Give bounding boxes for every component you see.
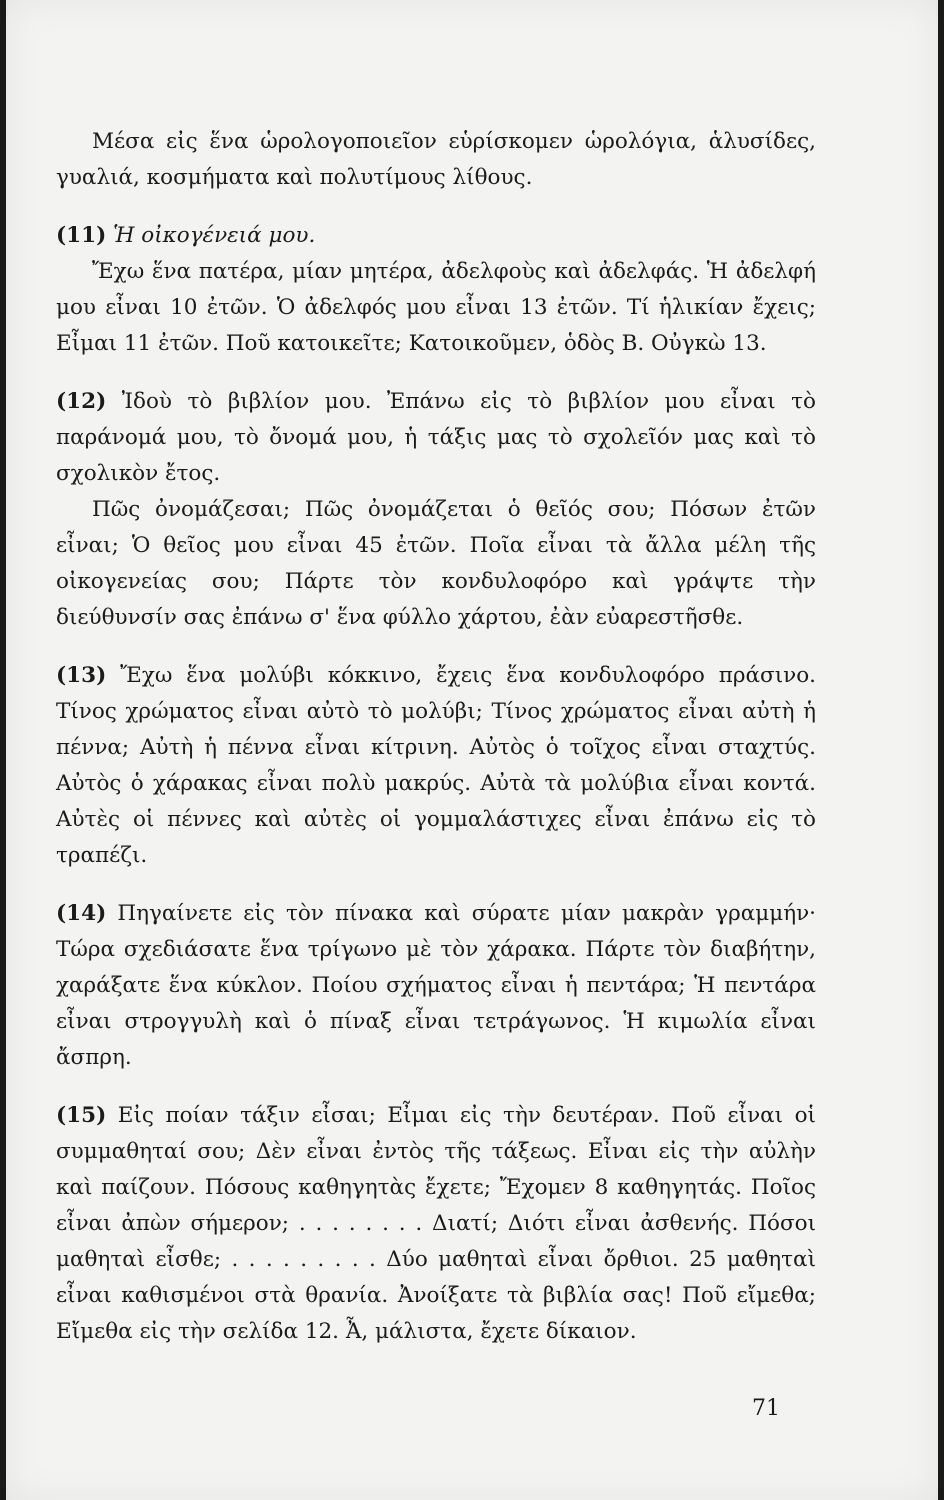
- section-15-lead: [56, 1098, 816, 1350]
- section-number: (14): [56, 901, 107, 926]
- section-number: (13): [56, 663, 107, 688]
- section-12-paragraph: Πῶς ὀνομάζεσαι; Πῶς ὀνομάζεται ὁ θεῖός σου; Πόσων ἐτῶν εἶναι; Ὁ θεῖος μου εἶναι 45 ἐτῶν. Ποῖα εἶναι τὰ ἄλλα μέλη τῆς οἰκογενείας σου; Πάρτε τὸν κονδυλοφόρο καὶ γράψτε τὴν διεύθυνσίν σας ἐπάνω σ' ἕνα φύλλο χάρτου, ἐὰν εὐαρεστῆσθε.: [56, 497, 816, 630]
- section-number: (15): [56, 1103, 107, 1128]
- section-lead-text: Ἔχω ἕνα μολύβι κόκκινο, ἔχεις ἕνα κονδυλοφόρο πράσινο. Τίνος χρώματος εἶναι αὐτὸ τὸ μολύβι; Τίνος χρώματος εἶναι αὐτὴ ἡ πέννα; Αὐτὴ ἡ πέννα εἶναι κίτρινη. Αὐτὸς ὁ τοῖχος εἶναι σταχτύς. Αὐτὸς ὁ χάρακας εἶναι πολὺ μακρύς. Αὐτὰ τὰ μολύβια εἶναι κοντά. Αὐτὲς οἱ πέννες καὶ αὐτὲς οἱ γομμαλάστιχες εἶναι ἐπάνω εἰς τὸ τραπέζι.: [56, 663, 816, 868]
- page-number: 71: [752, 1396, 780, 1421]
- section-15: [56, 1098, 816, 1350]
- section-11-paragraph: Ἔχω ἕνα πατέρα, μίαν μητέρα, ἀδελφοὺς καὶ ἀδελφάς. Ἡ ἀδελφή μου εἶναι 10 ἐτῶν. Ὁ ἀδελφός μου εἶναι 13 ἐτῶν. Τί ἡλικίαν ἔχεις; Εἶμαι 11 ἐτῶν. Ποῦ κατοικεῖτε; Κατοικοῦμεν, ὁδὸς Β. Οὐγκὼ 13.: [56, 259, 816, 356]
- section-title: Ἡ οἰκογένειά μου.: [113, 223, 316, 248]
- page-text: [56, 124, 816, 1350]
- section-13-lead: [56, 658, 816, 874]
- section-11: [56, 218, 816, 362]
- section-12-lead: [56, 384, 816, 492]
- section-number: (12): [56, 389, 107, 414]
- section-12: [56, 384, 816, 636]
- intro-paragraph: Μέσα εἰς ἕνα ὡρολογοποιεῖον εὑρίσκομεν ὡρολόγια, ἁλυσίδες, γυαλιά, κοσμήματα καὶ πολυτίμους λίθους.: [56, 129, 816, 190]
- section-14-lead: [56, 896, 816, 1076]
- section-lead-text: Εἰς ποίαν τάξιν εἶσαι; Εἶμαι εἰς τὴν δευτέραν. Ποῦ εἶναι οἱ συμμαθηταί σου; Δὲν εἶναι ἐντὸς τῆς τάξεως. Εἶναι εἰς τὴν αὐλὴν καὶ παίζουν. Πόσους καθηγητὰς ἔχετε; Ἔχομεν 8 καθηγητάς. Ποῖος εἶναι ἀπὼν σήμερον; . . . . . . . . Διατί; Διότι εἶναι ἀσθενής. Πόσοι μαθηταὶ εἶσθε; . . . . . . . . . Δύο μαθηταὶ εἶναι ὄρθιοι. 25 μαθηταὶ εἶναι καθισμένοι στὰ θρανία. Ἀνοίξατε τὰ βιβλία σας! Ποῦ εἴμεθα; Εἴμεθα εἰς τὴν σελίδα 12. Ἆ, μάλιστα, ἔχετε δίκαιον.: [56, 1103, 816, 1344]
- section-lead-text: Ἰδοὺ τὸ βιβλίον μου. Ἐπάνω εἰς τὸ βιβλίον μου εἶναι τὸ παράνομά μου, τὸ ὄνομά μου, ἡ τάξις μας τὸ σχολεῖόν μας καὶ τὸ σχολικὸν ἔτος.: [56, 389, 816, 486]
- book-page: [6, 0, 938, 1500]
- section-number: (11): [56, 223, 107, 248]
- section-13: [56, 658, 816, 874]
- section-14: [56, 896, 816, 1076]
- section-lead-text: Πηγαίνετε εἰς τὸν πίνακα καὶ σύρατε μίαν μακρὰν γραμμήν· Τώρα σχεδιάσατε ἕνα τρίγωνο μὲ τὸν χάρακα. Πάρτε τὸν διαβήτην, χαράξατε ἕνα κύκλον. Ποίου σχήματος εἶναι ἡ πεντάρα; Ἡ πεντάρα εἶναι στρογγυλὴ καὶ ὁ πίναξ εἶναι τετράγωνος. Ἡ κιμωλία εἶναι ἄσπρη.: [56, 901, 816, 1070]
- section-11-heading: [56, 218, 816, 254]
